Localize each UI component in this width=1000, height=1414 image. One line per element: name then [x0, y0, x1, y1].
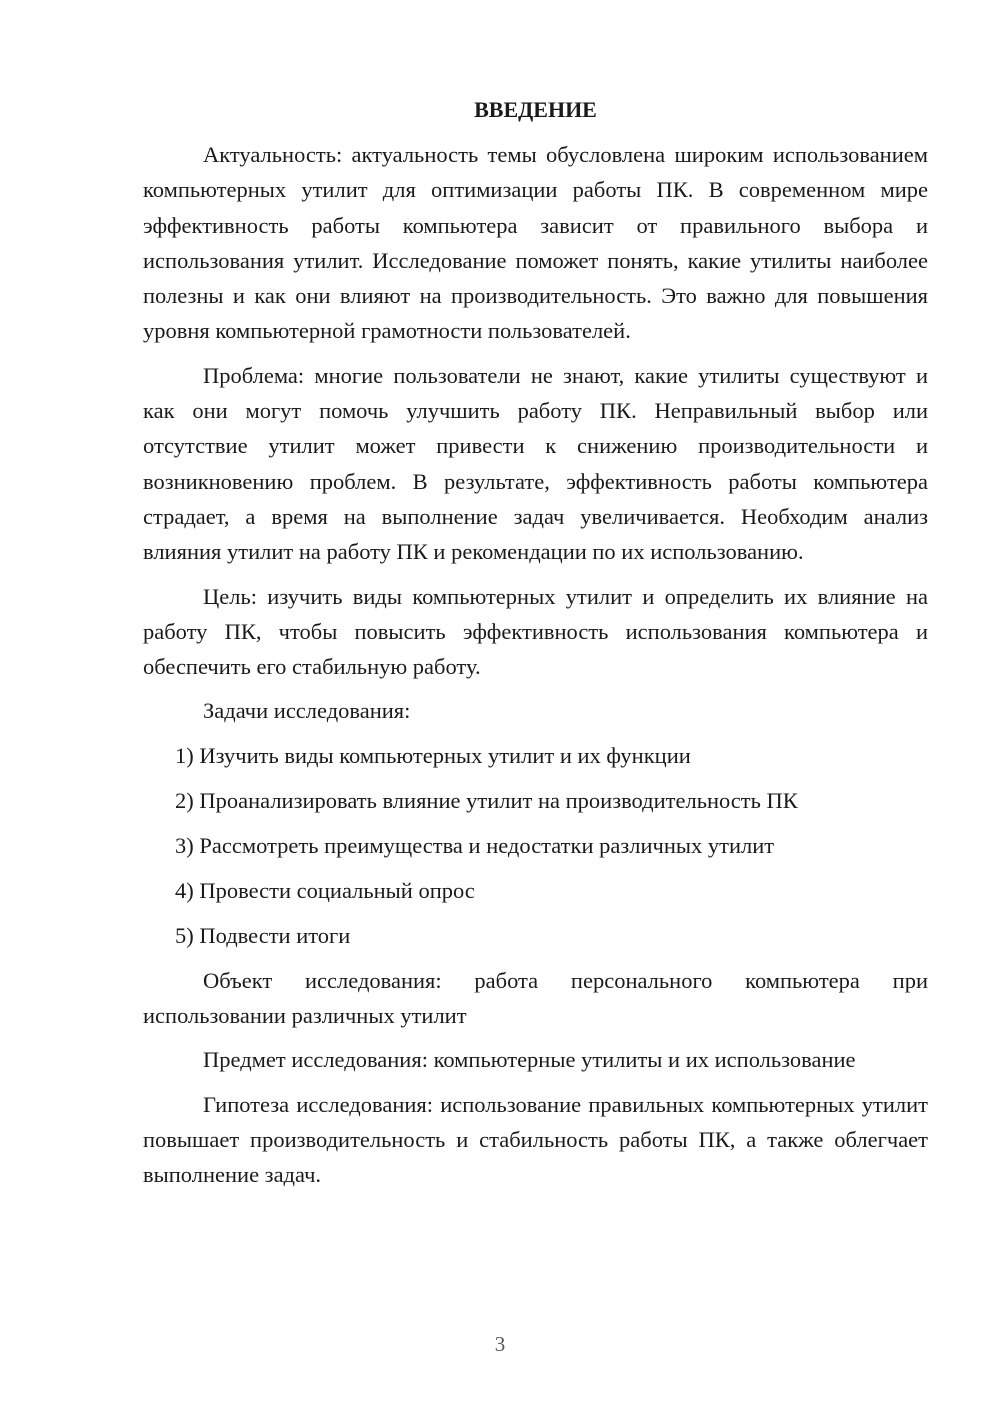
tasks-list — [143, 738, 928, 953]
document-page — [143, 92, 928, 1201]
paragraph-object: Объект исследования: работа персонального компьютера при использовании различных утилит — [143, 967, 928, 1028]
paragraph-goal: Цель: изучить виды компьютерных утилит и определить их влияние на работу ПК, чтобы повысить эффективность использования компьютера и обеспечить его стабильную работу. — [143, 583, 928, 680]
task-item: 3) Рассмотреть преимущества и недостатки различных утилит — [175, 832, 775, 858]
task-item: 1) Изучить виды компьютерных утилит и их функции — [175, 742, 691, 768]
paragraph-relevance: Актуальность: актуальность темы обусловлена широким использованием компьютерных утилит для оптимизации работы ПК. В современном мире эффективность работы компьютера зависит от правильного выбора и использования утилит. Исследование поможет понять, какие утилиты наиболее полезны и как они влияют на производительность. Это важно для повышения уровня компьютерной грамотности пользователей. — [143, 142, 928, 344]
task-item: 5) Подвести итоги — [175, 922, 351, 948]
paragraph-subject: Предмет исследования: компьютерные утилиты и их использование — [203, 1047, 856, 1073]
paragraph-problem: Проблема: многие пользователи не знают, какие утилиты существуют и как они могут помочь улучшить работу ПК. Неправильный выбор или отсутствие утилит может привести к снижению производительности и возникновению проблем. В результате, эффективность работы компьютера страдает, а время на выполнение задач увеличивается. Необходим анализ влияния утилит на работу ПК и рекомендации по их использованию. — [143, 362, 928, 565]
section-title: ВВЕДЕНИЕ — [474, 97, 597, 122]
paragraph-hypothesis: Гипотеза исследования: использование правильных компьютерных утилит повышает производительность и стабильность работы ПК, а также облегчает выполнение задач. — [143, 1091, 928, 1188]
tasks-header: Задачи исследования: — [203, 698, 411, 724]
task-item: 2) Проанализировать влияние утилит на производительность ПК — [175, 787, 798, 813]
task-item: 4) Провести социальный опрос — [175, 877, 475, 903]
page-number: 3 — [494, 1332, 506, 1356]
